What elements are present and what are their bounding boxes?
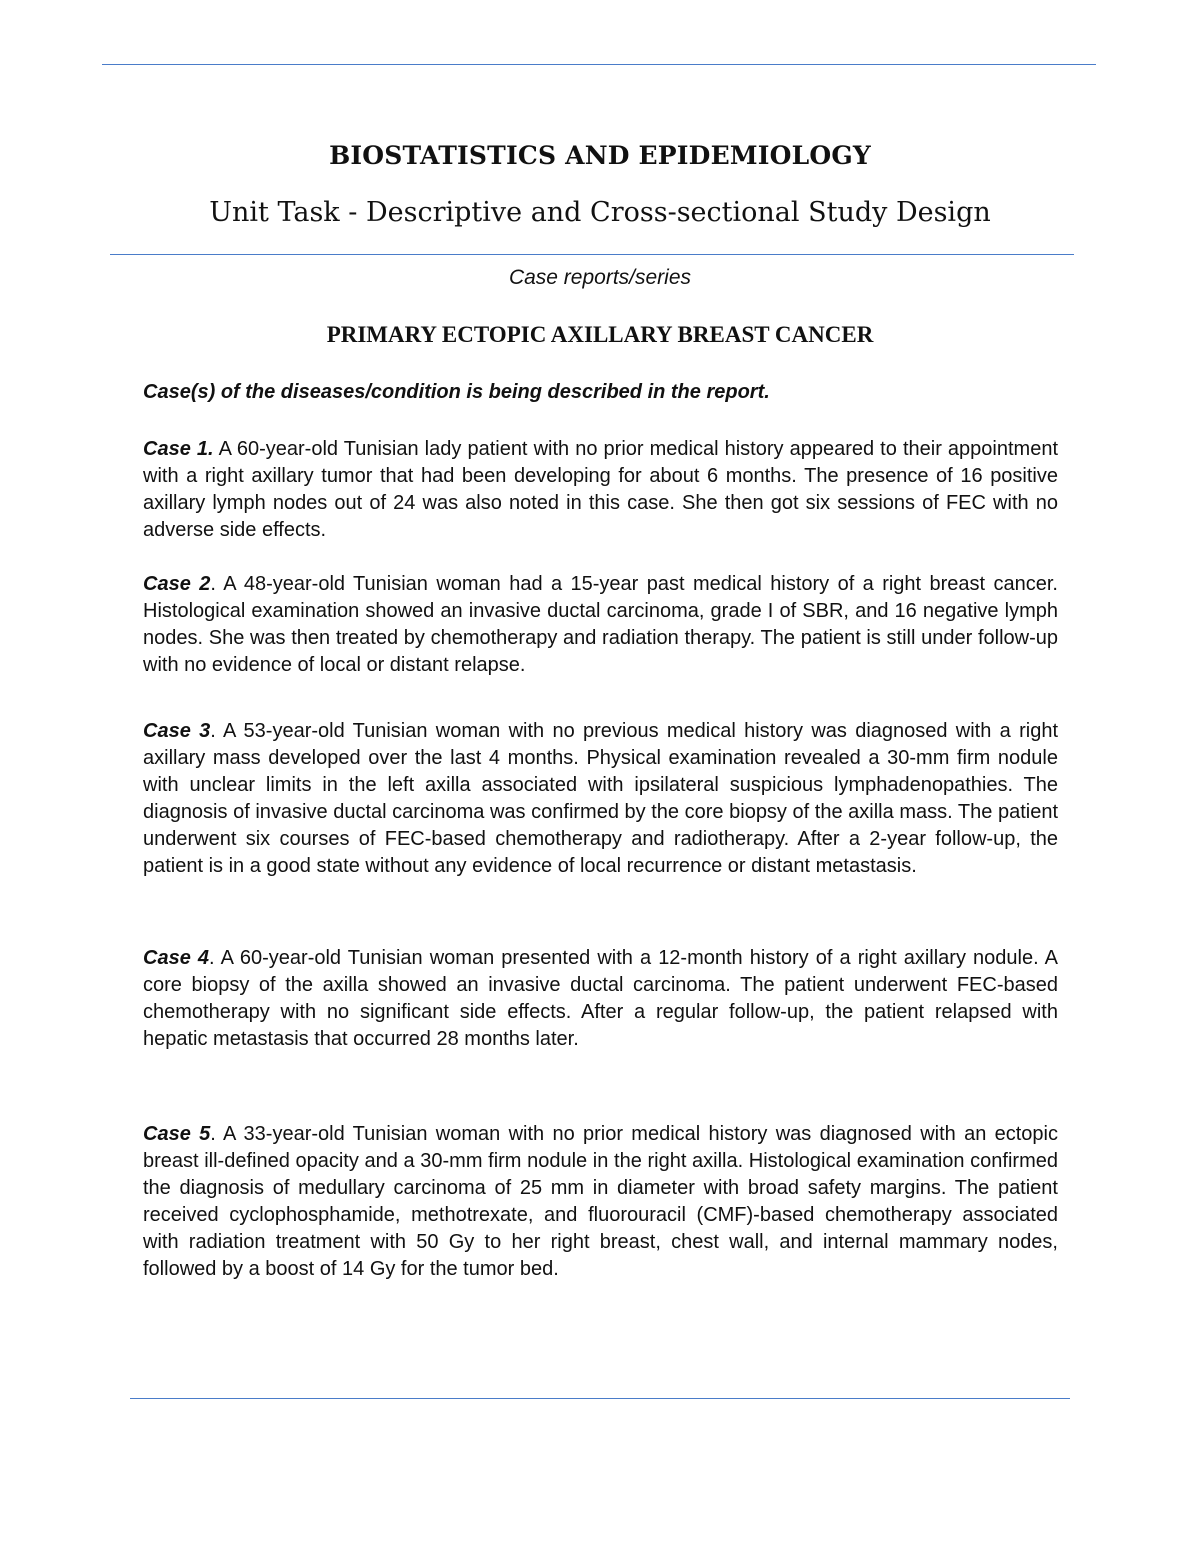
case-paragraph xyxy=(143,945,1058,1053)
case-text: . A 53-year-old Tunisian woman with no previous medical history was diagnosed with a right axillary mass developed over the last 4 months. Physical examination revealed a 30-mm firm nodule with unclear limits in the left axilla associated with ipsilateral suspicious lymphadenopathies. The diagnosis of invasive ductal carcinoma was confirmed by the core biopsy of the axilla mass. The patient underwent six courses of FEC-based chemotherapy and radiotherapy. After a 2-year follow-up, the patient is in a good state without any evidence of local recurrence or distant metastasis. xyxy=(143,720,1058,877)
section-label: Case reports/series xyxy=(508,266,692,289)
document-title: BIOSTATISTICS AND EPIDEMIOLOGY xyxy=(329,141,871,170)
case-label: Case 1. xyxy=(143,438,214,460)
case-label: Case 2 xyxy=(143,573,211,595)
case-label: Case 4 xyxy=(143,947,210,969)
case-paragraph xyxy=(143,436,1058,544)
title-divider xyxy=(110,254,1074,255)
case-text: . A 60-year-old Tunisian woman presented with a 12-month history of a right axillary nodule. A core biopsy of the axilla showed an invasive ductal carcinoma. The patient underwent FEC-based chemotherapy with no significant side effects. After a regular follow-up, the patient relapsed with hepatic metastasis that occurred 28 months later. xyxy=(143,947,1058,1050)
case-paragraph xyxy=(143,1121,1058,1283)
case-paragraph xyxy=(143,718,1058,880)
case-text: . A 33-year-old Tunisian woman with no prior medical history was diagnosed with an ectopic breast ill-defined opacity and a 30-mm firm nodule in the right axilla. Histological examination confirmed the diagnosis of medullary carcinoma of 25 mm in diameter with broad safety margins. The patient received cyclophosphamide, methotrexate, and fluorouracil (CMF)-based chemotherapy associated with radiation treatment with 50 Gy to her right breast, chest wall, and internal mammary nodes, followed by a boost of 14 Gy for the tumor bed. xyxy=(143,1123,1058,1280)
lead-sentence: Case(s) of the diseases/condition is being described in the report. xyxy=(143,381,770,403)
case-text: A 60-year-old Tunisian lady patient with no prior medical history appeared to their appointment with a right axillary tumor that had been developing for about 6 months. The presence of 16 positive axillary lymph nodes out of 24 was also noted in this case. She then got six sessions of FEC with no adverse side effects. xyxy=(143,438,1059,541)
case-paragraph xyxy=(143,571,1058,679)
case-label: Case 3 xyxy=(143,720,211,742)
topic-heading: PRIMARY ECTOPIC AXILLARY BREAST CANCER xyxy=(326,322,874,347)
case-text: . A 48-year-old Tunisian woman had a 15-year past medical history of a right breast cancer. Histological examination showed an invasive ductal carcinoma, grade I of SBR, and 16 negative lymph nodes. She was then treated by chemotherapy and radiation therapy. The patient is still under follow-up with no evidence of local or distant relapse. xyxy=(143,573,1058,676)
header-rule xyxy=(102,64,1096,65)
document-subtitle: Unit Task - Descriptive and Cross-sectional Study Design xyxy=(209,197,991,228)
footer-rule xyxy=(130,1398,1070,1399)
case-label: Case 5 xyxy=(143,1123,211,1145)
